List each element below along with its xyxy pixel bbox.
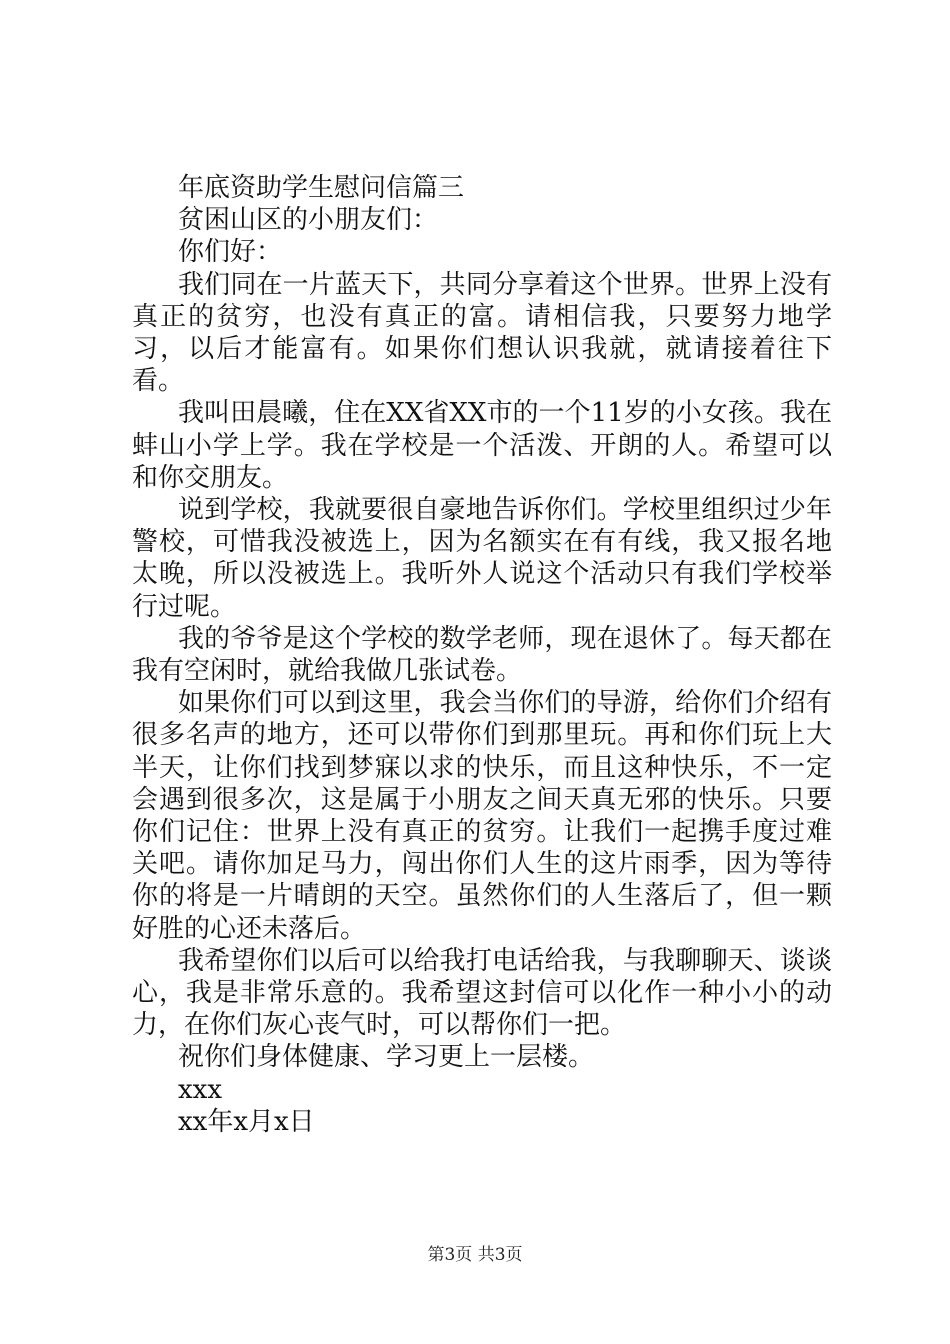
letter-date: xx年x月x日 [178, 1106, 315, 1137]
letter-greeting: 你们好： [178, 237, 283, 268]
letter-salutation: 贫困山区的小朋友们： [178, 205, 439, 236]
letter-closing: 祝你们身体健康、学习更上一层楼。 [178, 1042, 595, 1073]
page-footer: 第3页 共3页 [427, 1245, 523, 1265]
letter-paragraph: 我们同在一片蓝天下，共同分享着这个世界。世界上没有真正的贫穷，也没有真正的富。请相信我，只要努力地学习，以后才能富有。如果你们想认识我就，就请接着往下看。 [132, 269, 832, 397]
letter-paragraph: 我的爷爷是这个学校的数学老师，现在退休了。每天都在我有空闲时，就给我做几张试卷。 [132, 623, 832, 687]
letter-title: 年底资助学生慰问信篇三 [178, 173, 465, 203]
letter-paragraph: 如果你们可以到这里，我会当你们的导游，给你们介绍有很多名声的地方，还可以带你们到那里玩。再和你们玩上大半天，让你们找到梦寐以求的快乐，而且这种快乐，不一定会遇到很多次，这是属于小朋友之间天真无邪的快乐。只要你们记住：世界上没有真正的贫穷。让我们一起携手度过难关吧。请你加足马力，闯出你们人生的这片雨季，因为等待你的将是一片晴朗的天空。虽然你们的人生落后了，但一颗好胜的心还未落后。 [132, 688, 832, 944]
letter-paragraph: 我叫田晨曦，住在XX省XX市的一个11岁的小女孩。我在蚌山小学上学。我在学校是一个活泼、开朗的人。希望可以和你交朋友。 [132, 398, 832, 493]
letter-paragraph: 说到学校，我就要很自豪地告诉你们。学校里组织过少年警校，可惜我没被选上，因为名额实在有有线，我又报名地太晚，所以没被选上。我听外人说这个活动只有我们学校举行过呢。 [132, 495, 832, 622]
letter-body [132, 172, 832, 1138]
letter-paragraph: 我希望你们以后可以给我打电话给我，与我聊聊天、谈谈心，我是非常乐意的。我希望这封信可以化作一种小小的动力，在你们灰心丧气时，可以帮你们一把。 [132, 945, 832, 1041]
letter-signature: xxx [178, 1074, 222, 1105]
